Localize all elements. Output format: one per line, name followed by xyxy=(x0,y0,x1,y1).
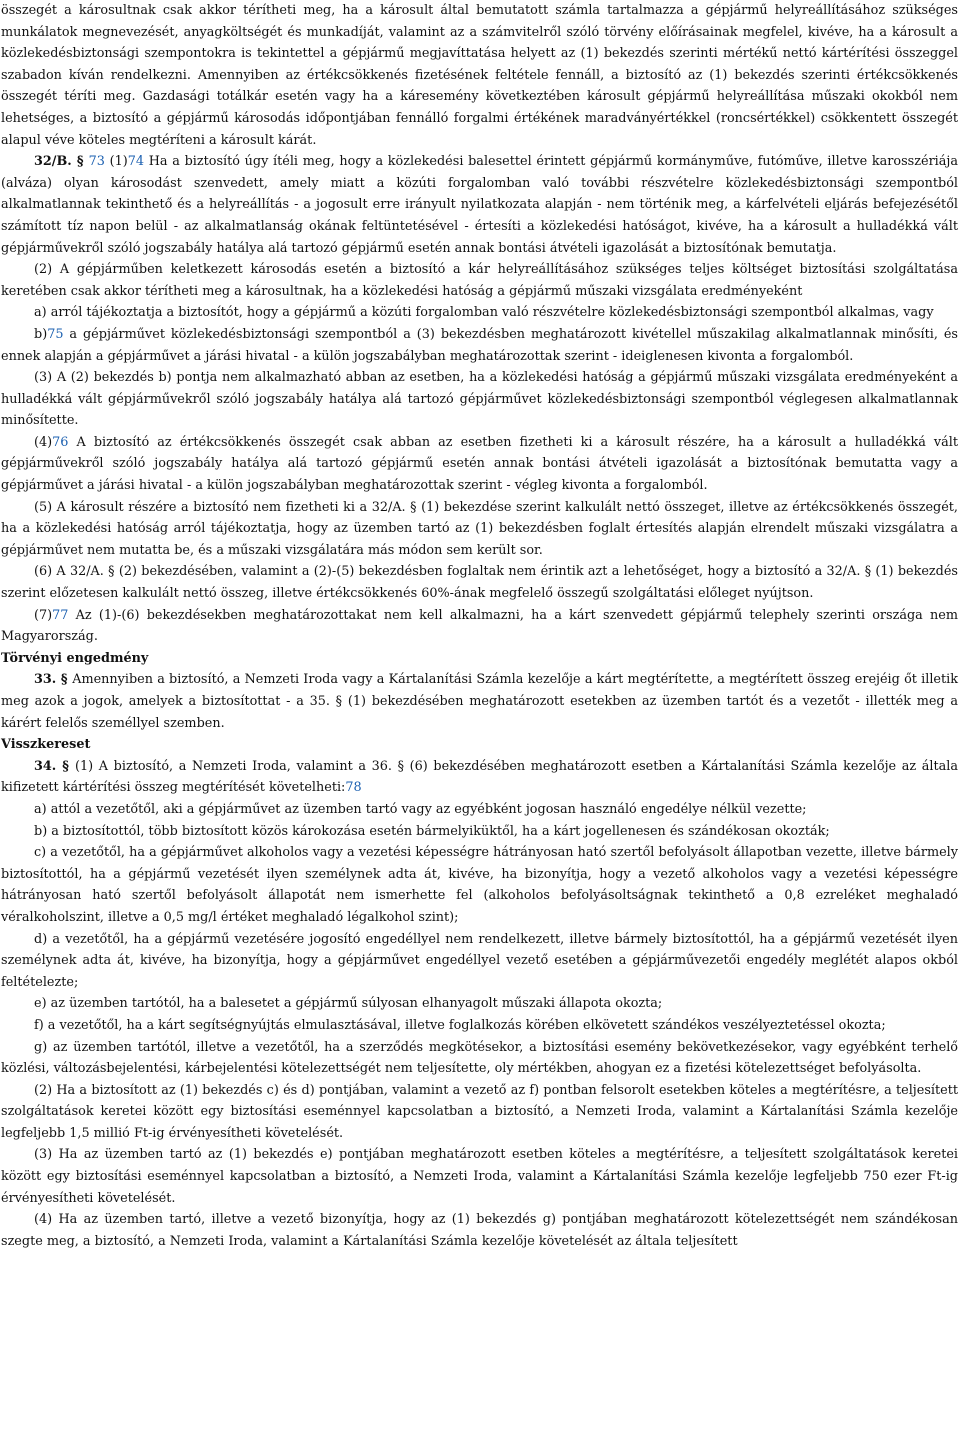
paragraph xyxy=(1,1080,958,1145)
paragraph xyxy=(1,151,958,259)
footnote-reference-link[interactable]: 78 xyxy=(345,780,362,796)
text-run: a gépjárművet közlekedésbiztonsági szempontból a (3) bekezdésben meghatározott kivétellel műszakilag alkalmatlannak minősíti, és ennek alapján a gépjárművet a járási hivatal - a külön jogszabályban meghatározottak szerint - ideiglenesen kivonta a forgalomból. xyxy=(1,326,958,364)
text-run: Visszkereset xyxy=(1,737,91,753)
section-heading xyxy=(1,648,958,670)
text-run: b) xyxy=(34,326,48,342)
text-run: Amennyiben a biztosító, a Nemzeti Iroda vagy a Kártalanítási Számla kezelője a kárt megtérítette, a megtérített összeg erejéig őt illetik meg azok a jogok, amelyek a biztosítottat - a 35. § (1) bekezdésében meghatározott esetekben az üzemben tartót és a vezetőt - illették meg a kárért felelős személlyel szemben. xyxy=(1,672,958,731)
paragraph xyxy=(1,259,958,302)
paragraph xyxy=(1,821,958,843)
text-run: összegét a károsultnak csak akkor térítheti meg, ha a károsult által bemutatott számla tartalmazza a gépjármű helyreállításához szükséges munkálatok megnevezését, anyagköltségét és munkadíját, valamint az a számvitelről szóló törvény előírásainak megfelel, kivéve, ha a károsult a közlekedésbiztonsági szempontokra is tekintettel a gépjármű megjavíttatása helyett az (1) bekezdés szerinti mértékű nettó kártérítési összeggel szabadon kíván rendelkezni. Amennyiben az értékcsökkenés fizetésének feltétele fennáll, a biztosító az (1) bekezdés szerinti értékcsökkenés összegét téríti meg. Gazdasági totálkár esetén vagy ha a káresemény következtében károsult gépjármű helyreállítása műszaki okokból nem lehetséges, a biztosító a gépjármű károsodás időpontjában fennálló forgalmi értékének maradványértékkel (roncsértékkel) csökkentett összegét alapul véve köteles megtéríteni a károsult kárát. xyxy=(1,3,958,148)
paragraph xyxy=(1,367,958,432)
paragraph xyxy=(1,929,958,994)
text-run: (7) xyxy=(34,607,53,623)
text-run: f) a vezetőtől, ha a kárt segítségnyújtás elmulasztásával, illetve foglalkozás körében elkövetett szándékos veszélyeztetéssel okozta; xyxy=(34,1017,886,1033)
paragraph xyxy=(1,605,958,648)
footnote-reference-link[interactable]: 73 xyxy=(88,154,105,170)
text-run: Az (1)-(6) bekezdésekben meghatározottakat nem kell alkalmazni, ha a kárt szenvedett gépjármű telephely szerinti országa nem Magyarország. xyxy=(1,607,958,645)
text-run: (4) Ha az üzemben tartó, illetve a vezető bizonyítja, hogy az (1) bekezdés g) pontjában meghatározott kötelezettségét nem szándékosan szegte meg, a biztosító, a Nemzeti Iroda, valamint a Kártalanítási Számla kezelője követelését az általa teljesített xyxy=(1,1212,958,1249)
paragraph xyxy=(1,842,958,928)
text-run: (6) A 32/A. § (2) bekezdésében, valamint a (2)-(5) bekezdésben foglaltak nem érintik azt a lehetőséget, hogy a biztosító a 32/A. § (1) bekezdés szerint előzetesen kalkulált nettó összeg, illetve értékcsökkenés 60%-ának megfelelő összegű szolgáltatási előleget nyújtson. xyxy=(1,564,958,602)
text-run: a) arról tájékoztatja a biztosítót, hogy a gépjármű a közúti forgalomban való részvételre közlekedésbiztonsági szempontból alkalmas, vagy xyxy=(34,305,934,321)
paragraph xyxy=(1,561,958,604)
footnote-reference-link[interactable]: 77 xyxy=(52,607,69,623)
paragraph xyxy=(1,669,958,734)
section-number: 33. § xyxy=(34,672,73,688)
text-run: (2) A gépjárműben keletkezett károsodás esetén a biztosító a kár helyreállításához szükséges teljes költséget biztosítási szolgáltatása keretében csak akkor térítheti meg a károsultnak, ha a közlekedési hatóság a gépjármű műszaki vizsgálata eredményeként xyxy=(1,262,958,299)
paragraph xyxy=(1,756,958,799)
paragraph xyxy=(1,324,958,367)
paragraph xyxy=(1,1037,958,1080)
footnote-reference-link[interactable]: 76 xyxy=(52,434,69,450)
text-run: (1) A biztosító, a Nemzeti Iroda, valamint a 36. § (6) bekezdésében meghatározott esetben a Kártalanítási Számla kezelője az általa kifizetett kártérítési összeg megtérítését követelheti: xyxy=(1,758,958,796)
text-run: A biztosító az értékcsökkenés összegét csak abban az esetben fizetheti ki a károsult részére, ha a károsult a hulladékká vált gépjárművekről szóló jogszabály hatálya alá tartozó gépjármű esetén annak bontási átvételi igazolását a biztosítónak bemutatta vagy a gépjárművet a járási hivatal - a külön jogszabályban meghatározottak szerint - végleg kivonta a forgalomból. xyxy=(1,434,958,494)
text-run: (3) A (2) bekezdés b) pontja nem alkalmazható abban az esetben, ha a közlekedési hatóság a gépjármű műszaki vizsgálata eredményeként a hulladékká vált gépjárművekről szóló jogszabály hatálya alá tartozó gépjárművet közlekedésbiztonsági szempontból véglegesen alkalmatlannak minősítette. xyxy=(1,370,958,429)
paragraph xyxy=(1,1144,958,1209)
footnote-reference-link[interactable]: 75 xyxy=(47,326,64,342)
text-run: e) az üzemben tartótól, ha a balesetet a gépjármű súlyosan elhanyagolt műszaki állapota okozta; xyxy=(34,996,663,1012)
text-run: (1) xyxy=(104,154,128,170)
paragraph xyxy=(1,799,958,821)
text-run: a) attól a vezetőtől, aki a gépjárművet az üzemben tartó vagy az egyébként jogosan használó engedélye nélkül vezette; xyxy=(34,801,807,817)
text-run: (4) xyxy=(34,434,53,450)
text-run: g) az üzemben tartótól, illetve a vezetőtől, ha a szerződés megkötésekor, a biztosítási esemény bekövetkezésekor, vagy egyébként terhelő közlési, változásbejelentési, kárbejelentési kötelezettségét nem teljesítette, oly mértékben, ahogyan ez a fizetési kötelezettséget befolyásolta. xyxy=(1,1039,958,1077)
footnote-reference-link[interactable]: 74 xyxy=(127,154,145,170)
text-run: c) a vezetőtől, ha a gépjárművet alkoholos vagy a vezetési képességre hátrányosan ható szertől befolyásolt állapotban vezette, illetve bármely biztosítottól, ha a gépjármű vezetését ilyen személynek adta át, kivéve, ha bizonyítja, hogy a vezető alkoholos vagy a vezetési képességre hátrányosan ható szertől befolyásolt állapotát nem ismerhette fel (alkoholos befolyásoltságnak tekinthető a 0,8 ezreléket meghaladó véralkoholszint, illetve a 0,5 mg/l értéket meghaladó légalkohol szint); xyxy=(1,845,958,925)
section-heading xyxy=(1,734,958,756)
paragraph xyxy=(1,497,958,562)
paragraph xyxy=(1,1015,958,1037)
paragraph xyxy=(1,432,958,497)
section-number: 34. § xyxy=(34,758,76,774)
section-number: 32/B. § xyxy=(34,154,89,170)
text-run: Törvényi engedmény xyxy=(1,650,149,666)
text-run: (3) Ha az üzemben tartó az (1) bekezdés e) pontjában meghatározott esetben köteles a megtérítésre, a teljesített szolgáltatások keretei között egy biztosítási eseménnyel kapcsolatban a biztosító, a Nemzeti Iroda, valamint a Kártalanítási Számla kezelője legfeljebb 750 ezer Ft-ig érvényesítheti követelését. xyxy=(1,1147,958,1206)
paragraph xyxy=(1,993,958,1015)
text-run: (5) A károsult részére a biztosító nem fizetheti ki a 32/A. § (1) bekezdése szerint kalkulált nettó összeget, illetve az értékcsökkenés összegét, ha a közlekedési hatóság arról tájékoztatja, hogy az üzemben tartó az (1) bekezdésben foglalt értesítés alapján elrendelt műszaki vizsgálatra a gépjárművet nem mutatta be, és a műszaki vizsgálatára más módon sem került sor. xyxy=(1,499,958,558)
paragraph xyxy=(1,302,958,324)
text-run: (2) Ha a biztosított az (1) bekezdés c) és d) pontjában, valamint a vezető az f) pontban felsorolt esetekben köteles a megtérítésre, a teljesített szolgáltatások keretei között egy biztosítási eseménnyel kapcsolatban a biztosító, a Nemzeti Iroda, valamint a Kártalanítási Számla kezelője legfeljebb 1,5 millió Ft-ig érvényesítheti követelését. xyxy=(1,1082,958,1141)
text-run: d) a vezetőtől, ha a gépjármű vezetésére jogosító engedéllyel nem rendelkezett, illetve bármely biztosítottól, ha a gépjármű vezetését ilyen személynek adta át, kivéve, ha bizonyítja, hogy a gépjárművet engedéllyel vezető esetében a gépjárművezetői engedély meglétét alapos okból feltételezte; xyxy=(1,931,958,990)
text-run: Ha a biztosító úgy ítéli meg, hogy a közlekedési balesettel érintett gépjármű kormányműve, futóműve, illetve karosszériája (alváza) olyan károsodást szenvedett, amely miatt a közúti forgalomban való további részvételre közlekedésbiztonsági szempontból alkalmatlannak tekinthető és a helyreállítás - a jogosult erre irányult nyilatkozata alapján - nem történik meg, a kárfelvételi eljárás befejezésétől számított tíz napon belül - az alkalmatlanság okának feltüntetésével - értesíti a közlekedési hatóságot, kivéve, ha a károsult a hulladékká vált gépjárművekről szóló jogszabály hatálya alá tartozó gépjármű esetén annak bontási átvételi igazolását a biztosítónak bemutatja. xyxy=(1,154,958,256)
paragraph xyxy=(1,0,958,151)
paragraph xyxy=(1,1209,958,1252)
text-run: b) a biztosítottól, több biztosított közös károkozása esetén bármelyiküktől, ha a kárt jogellenesen és szándékosan okozták; xyxy=(34,823,830,839)
